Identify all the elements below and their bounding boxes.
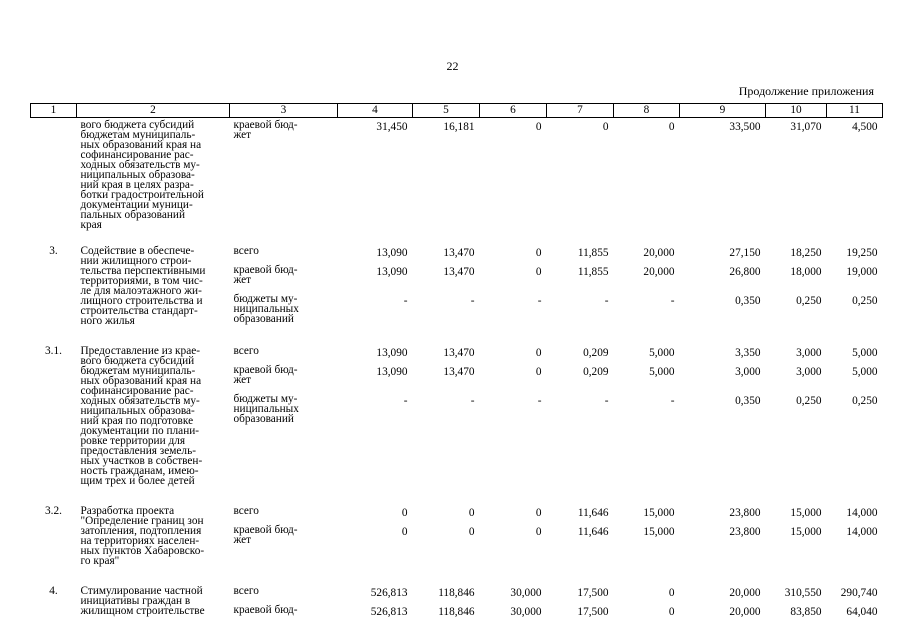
value: 13,090 — [376, 366, 408, 378]
value-cell-col-5 — [413, 580, 480, 617]
funding-source-line: образований — [233, 413, 294, 425]
value: 26,800 — [729, 266, 761, 278]
value-cell-col-8 — [614, 580, 680, 617]
funding-source-line: жет — [233, 374, 252, 386]
value-cell-col-11 — [827, 118, 883, 241]
column-header-7: 7 — [547, 104, 614, 118]
description-line: ниципальных образова- — [80, 405, 195, 417]
value-cell-col-4 — [338, 240, 413, 340]
value: 33,500 — [729, 121, 761, 133]
value: 11,646 — [577, 526, 609, 538]
value: 83,850 — [790, 606, 822, 618]
description-line: вого бюджета субсидий — [80, 355, 195, 367]
value-cell-col-7 — [547, 500, 614, 580]
row-number: 3.2. — [45, 505, 62, 517]
value-cell-col-4 — [338, 340, 413, 500]
value: 15,000 — [790, 526, 822, 538]
funding-source-line: краевой бюд- — [233, 364, 298, 376]
value: 19,000 — [846, 266, 878, 278]
table-row — [31, 240, 883, 340]
value: - — [604, 295, 609, 307]
funding-source-line: краевой бюд- — [233, 264, 298, 276]
description-line: бюджетам муниципаль- — [80, 365, 196, 377]
value: 0 — [401, 507, 408, 519]
value: 13,470 — [443, 266, 475, 278]
description-line: ний края по подготовке — [80, 415, 194, 427]
description-line: ботки градостроительной — [80, 189, 204, 201]
value: 0 — [602, 121, 609, 133]
column-header-5: 5 — [413, 104, 480, 118]
funding-source-line: всего — [233, 505, 259, 517]
table-body — [31, 118, 883, 618]
value: 31,450 — [376, 121, 408, 133]
value: 5,000 — [649, 366, 675, 378]
value-cell-col-10 — [766, 240, 827, 340]
value: 5,000 — [852, 347, 878, 359]
value-cell-col-8 — [614, 500, 680, 580]
row-description — [77, 240, 230, 340]
value: 0,350 — [735, 395, 761, 407]
value-cell-col-7 — [547, 340, 614, 500]
continuation-label: Продолжение приложения — [738, 84, 874, 98]
value: 27,150 — [729, 247, 761, 259]
value: 11,855 — [577, 247, 609, 259]
description-line: ных пунктов Хабаровско- — [80, 545, 205, 557]
value: 23,800 — [729, 526, 761, 538]
funding-source-cell — [230, 500, 338, 580]
description-line: ность гражданам, имею- — [80, 465, 199, 477]
funding-source-line: образований — [233, 313, 294, 325]
value: 0,250 — [796, 295, 822, 307]
value-cell-col-6 — [480, 240, 547, 340]
value-cell-col-10 — [766, 118, 827, 241]
value: 3,000 — [735, 366, 761, 378]
funding-source-line: ниципальных — [233, 403, 299, 415]
funding-source — [234, 346, 338, 365]
funding-source-line: краевой бюд- — [233, 604, 298, 616]
funding-source — [234, 506, 338, 525]
row-number: 3.1. — [45, 345, 62, 357]
description-line: инициативы граждан в — [80, 595, 191, 607]
value-cell-col-9 — [680, 240, 766, 340]
value: 30,000 — [510, 587, 542, 599]
value: 118,846 — [438, 606, 475, 618]
value-cell-col-9 — [680, 340, 766, 500]
value: - — [537, 395, 542, 407]
funding-source — [234, 294, 338, 324]
value: 15,000 — [643, 507, 675, 519]
description-line: ний края в целях разра- — [80, 179, 194, 191]
description-line: предоставления земель- — [80, 445, 196, 457]
budget-table — [30, 103, 883, 617]
value: - — [537, 295, 542, 307]
value: 30,000 — [510, 606, 542, 618]
row-description — [77, 118, 230, 241]
funding-source-line: жет — [233, 129, 252, 141]
value-cell-col-7 — [547, 240, 614, 340]
funding-source — [234, 525, 338, 545]
description-line: "Определение границ зон — [80, 515, 204, 527]
description-line: нии жилищного строи- — [80, 255, 192, 267]
column-header-9: 9 — [680, 104, 766, 118]
column-header-8: 8 — [614, 104, 680, 118]
description-line: вого бюджета субсидий — [80, 119, 195, 131]
funding-source-cell — [230, 240, 338, 340]
funding-source — [234, 586, 338, 605]
value-cell-col-11 — [827, 340, 883, 500]
value: 310,550 — [784, 587, 822, 599]
table-row — [31, 118, 883, 241]
description-line: документации по плани- — [80, 425, 200, 437]
funding-source-line: краевой бюд- — [233, 119, 298, 131]
value: 0 — [535, 266, 542, 278]
funding-source-line: бюджеты му- — [233, 393, 298, 405]
description-line: Содействие в обеспече- — [80, 245, 195, 257]
funding-source-line: ниципальных — [233, 303, 299, 315]
value: 0 — [535, 121, 542, 133]
budget-table-wrap — [30, 103, 882, 617]
value: 13,470 — [443, 366, 475, 378]
description-line: ных участков в собствен- — [80, 455, 203, 467]
column-header-11: 11 — [827, 104, 883, 118]
description-line: ниципальных образова- — [80, 169, 195, 181]
value: 20,000 — [729, 606, 761, 618]
funding-source — [234, 120, 338, 140]
value: - — [604, 395, 609, 407]
funding-source-line: всего — [233, 345, 259, 357]
value-cell-col-8 — [614, 118, 680, 241]
value: 0 — [468, 507, 475, 519]
value: 5,000 — [649, 347, 675, 359]
value-cell-col-7 — [547, 580, 614, 617]
value: 0,250 — [852, 395, 878, 407]
value: 0,250 — [796, 395, 822, 407]
description-line: бюджетам муниципаль- — [80, 129, 196, 141]
value-cell-col-9 — [680, 500, 766, 580]
row-description — [77, 340, 230, 500]
description-line: Стимулирование частной — [80, 585, 203, 597]
value-cell-col-9 — [680, 580, 766, 617]
value: 13,090 — [376, 266, 408, 278]
value: 4,500 — [852, 121, 878, 133]
description-line: лищного строительства и — [80, 295, 203, 307]
value: - — [670, 295, 675, 307]
value: - — [470, 295, 475, 307]
description-line: ных образований края на — [80, 139, 202, 151]
value-cell-col-11 — [827, 500, 883, 580]
value: 23,800 — [729, 507, 761, 519]
description-line: на территориях населен- — [80, 535, 200, 547]
description-line: софинансирование рас- — [80, 385, 194, 397]
description-line: Предоставление из крае- — [80, 345, 200, 357]
value: 19,250 — [846, 247, 878, 259]
value: 0,250 — [852, 295, 878, 307]
funding-source — [234, 605, 338, 615]
value: 118,846 — [438, 587, 475, 599]
column-header-4: 4 — [338, 104, 413, 118]
value: 3,000 — [796, 347, 822, 359]
value: 0,209 — [583, 347, 609, 359]
value: 20,000 — [643, 266, 675, 278]
funding-source — [234, 394, 338, 424]
value: 13,090 — [376, 347, 408, 359]
funding-source-line: всего — [233, 245, 259, 257]
funding-source — [234, 365, 338, 394]
value: 11,646 — [577, 507, 609, 519]
value: - — [403, 295, 408, 307]
row-description — [77, 580, 230, 617]
value: 18,000 — [790, 266, 822, 278]
header-row — [31, 104, 883, 118]
value-cell-col-11 — [827, 240, 883, 340]
description-line: щим трех и более детей — [80, 475, 195, 487]
value: 18,250 — [790, 247, 822, 259]
value: 526,813 — [370, 587, 408, 599]
row-description — [77, 500, 230, 580]
funding-source-cell — [230, 580, 338, 617]
value-cell-col-10 — [766, 500, 827, 580]
description-line: ле для малоэтажного жи- — [80, 285, 202, 297]
description-line: края — [80, 219, 102, 231]
value: 31,070 — [790, 121, 822, 133]
value: 290,740 — [840, 587, 878, 599]
funding-source-cell — [230, 118, 338, 241]
value: 0 — [668, 121, 675, 133]
funding-source-line: всего — [233, 585, 259, 597]
description-line: пальных образований — [80, 209, 185, 221]
value-cell-col-6 — [480, 118, 547, 241]
description-line: ходных обязательств му- — [80, 395, 200, 407]
value-cell-col-6 — [480, 340, 547, 500]
value: 0 — [668, 606, 675, 618]
description-line: затопления, подтопления — [80, 525, 202, 537]
funding-source-line: бюджеты му- — [233, 293, 298, 305]
funding-source — [234, 265, 338, 294]
value: 13,090 — [376, 247, 408, 259]
column-header-2: 2 — [77, 104, 230, 118]
value: - — [403, 395, 408, 407]
value: 11,855 — [577, 266, 609, 278]
table-row — [31, 500, 883, 580]
funding-source-line: жет — [233, 274, 252, 286]
description-line: ного жилья — [80, 315, 135, 327]
description-line: ровке территории для — [80, 435, 186, 447]
description-line: софинансирование рас- — [80, 149, 194, 161]
description-line: территориями, в том чис- — [80, 275, 203, 287]
row-number: 3. — [49, 245, 58, 257]
value-cell-col-4 — [338, 118, 413, 241]
value: 0 — [535, 366, 542, 378]
value-cell-col-8 — [614, 240, 680, 340]
row-number: 4. — [49, 585, 58, 597]
value: 64,040 — [846, 606, 878, 618]
value-cell-col-5 — [413, 500, 480, 580]
funding-source-cell — [230, 340, 338, 500]
description-line: строительства стандарт- — [80, 305, 198, 317]
description-line: жилищном строительстве — [80, 605, 205, 617]
value-cell-col-6 — [480, 500, 547, 580]
value: 3,000 — [796, 366, 822, 378]
column-header-10: 10 — [766, 104, 827, 118]
value: 14,000 — [846, 507, 878, 519]
table-header — [31, 104, 883, 118]
value-cell-col-6 — [480, 580, 547, 617]
value: 0,350 — [735, 295, 761, 307]
table-row — [31, 340, 883, 500]
value: 17,500 — [577, 587, 609, 599]
value: 0 — [668, 587, 675, 599]
column-header-6: 6 — [480, 104, 547, 118]
value-cell-col-5 — [413, 118, 480, 241]
value-cell-col-8 — [614, 340, 680, 500]
value: 0 — [401, 526, 408, 538]
value-cell-col-10 — [766, 580, 827, 617]
value: 0 — [468, 526, 475, 538]
value-cell-col-5 — [413, 340, 480, 500]
value: 17,500 — [577, 606, 609, 618]
description-line: Разработка проекта — [80, 505, 175, 517]
value: - — [470, 395, 475, 407]
description-line: тельства перспективными — [80, 265, 206, 277]
value: 0 — [535, 347, 542, 359]
value: 3,350 — [735, 347, 761, 359]
value-cell-col-4 — [338, 580, 413, 617]
value: 14,000 — [846, 526, 878, 538]
funding-source-line: краевой бюд- — [233, 524, 298, 536]
value: 20,000 — [643, 247, 675, 259]
value: 5,000 — [852, 366, 878, 378]
description-line: ходных обязательств му- — [80, 159, 200, 171]
value-cell-col-5 — [413, 240, 480, 340]
value-cell-col-11 — [827, 580, 883, 617]
description-line: документации муници- — [80, 199, 193, 211]
row-number — [31, 118, 77, 241]
value: - — [670, 395, 675, 407]
column-header-1: 1 — [31, 104, 77, 118]
page-number: 22 — [446, 59, 459, 73]
table-row — [31, 580, 883, 617]
description-line: го края" — [80, 555, 120, 567]
value: 13,470 — [443, 247, 475, 259]
column-header-3: 3 — [230, 104, 338, 118]
value: 0 — [535, 526, 542, 538]
description-line: ных образований края на — [80, 375, 202, 387]
value: 526,813 — [370, 606, 408, 618]
value: 0,209 — [583, 366, 609, 378]
value: 0 — [535, 247, 542, 259]
value: 15,000 — [643, 526, 675, 538]
value-cell-col-10 — [766, 340, 827, 500]
value: 20,000 — [729, 587, 761, 599]
value: 15,000 — [790, 507, 822, 519]
value: 0 — [535, 507, 542, 519]
funding-source-line: жет — [233, 534, 252, 546]
value: 13,470 — [443, 347, 475, 359]
value: 16,181 — [443, 121, 475, 133]
value-cell-col-9 — [680, 118, 766, 241]
value-cell-col-7 — [547, 118, 614, 241]
value-cell-col-4 — [338, 500, 413, 580]
funding-source — [234, 246, 338, 265]
